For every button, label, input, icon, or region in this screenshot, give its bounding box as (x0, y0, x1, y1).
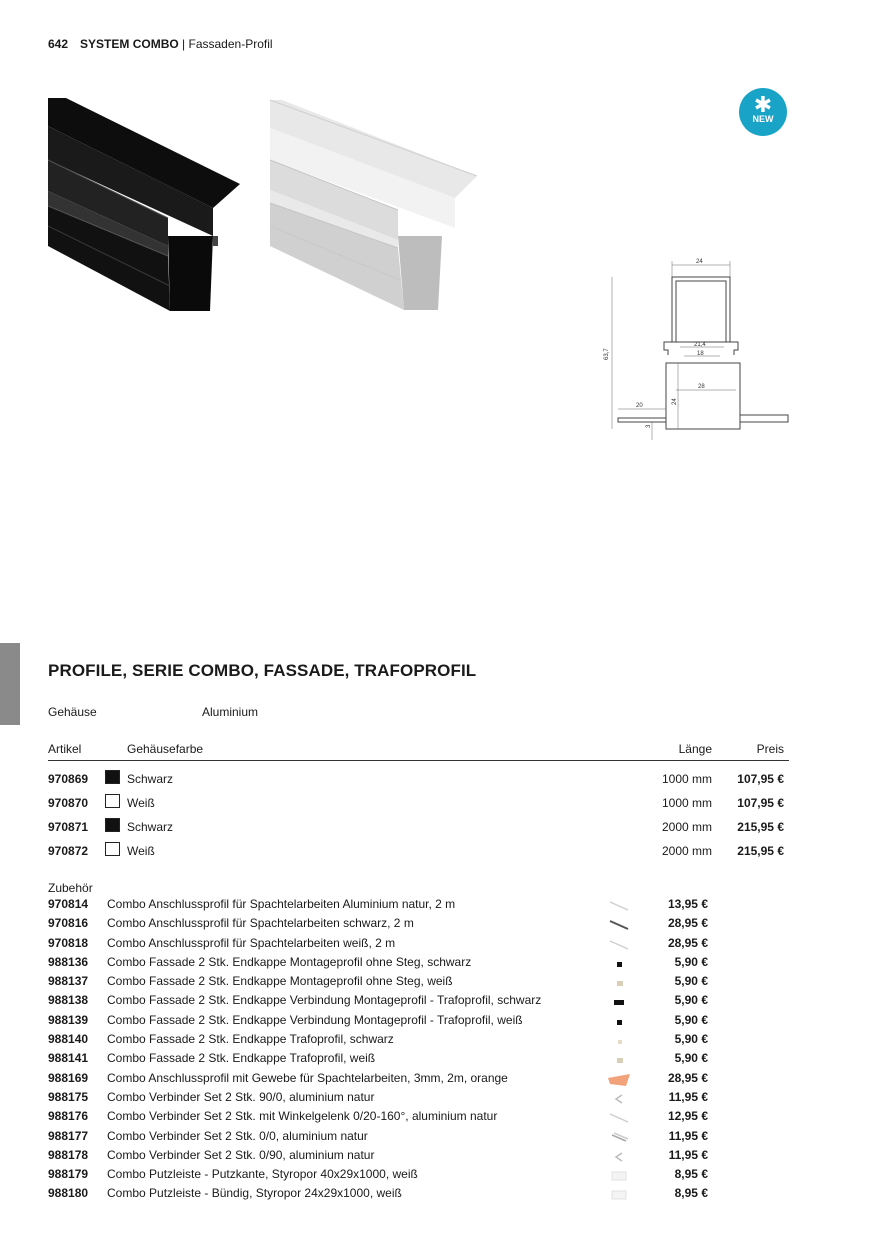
accessory-article-number: 988180 (48, 1186, 89, 1201)
accessory-row (48, 954, 718, 973)
article-number: 970872 (48, 844, 89, 858)
accessory-thumbnail (608, 977, 632, 989)
accessory-description: Combo Anschlussprofil mit Gewebe für Spachtelarbeiten, 3mm, 2m, orange (107, 1070, 508, 1085)
accessories-label: Zubehör (48, 881, 93, 895)
table-row (48, 814, 789, 838)
accessory-price: 5,90 € (674, 954, 708, 969)
accessory-thumbnail (608, 939, 632, 951)
header-subtitle: Fassaden-Profil (188, 37, 273, 51)
section-title: PROFILE, SERIE COMBO, FASSADE, TRAFOPROFIL (48, 661, 477, 680)
housing-spec (48, 705, 348, 721)
new-badge (739, 88, 787, 136)
dim-label-mid: 24 (672, 398, 678, 405)
accessory-description: Combo Fassade 2 Stk. Endkappe Montageprofil ohne Steg, schwarz (107, 954, 472, 969)
dim-label-lower: 28 (698, 384, 705, 390)
accessory-thumbnail (608, 996, 632, 1008)
accessory-article-number: 988137 (48, 974, 89, 989)
accessory-price: 8,95 € (674, 1186, 708, 1201)
accessory-thumbnail (608, 900, 632, 912)
accessory-price: 28,95 € (667, 916, 708, 931)
accessory-thumbnail (608, 1054, 632, 1066)
accessory-article-number: 988179 (48, 1167, 89, 1182)
housing-color: Weiß (127, 796, 155, 810)
header-price: Preis (756, 742, 784, 756)
length: 2000 mm (661, 820, 712, 834)
length: 1000 mm (661, 796, 712, 810)
accessory-description: Combo Anschlussprofil für Spachtelarbeiten schwarz, 2 m (107, 916, 414, 931)
accessory-description: Combo Putzleiste - Bündig, Styropor 24x29x1000, weiß (107, 1186, 402, 1201)
accessory-description: Combo Fassade 2 Stk. Endkappe Montageprofil ohne Steg, weiß (107, 974, 453, 989)
header-color: Gehäusefarbe (127, 742, 204, 756)
color-swatch (105, 770, 120, 784)
accessory-row (48, 1128, 718, 1147)
housing-color: Schwarz (127, 820, 174, 834)
accessory-price: 12,95 € (667, 1109, 708, 1124)
accessory-price: 5,90 € (674, 993, 708, 1008)
accessory-article-number: 970816 (48, 916, 89, 931)
profile-white-image (270, 98, 480, 314)
accessory-article-number: 988177 (48, 1128, 89, 1143)
price: 215,95 € (737, 844, 784, 858)
system-name: SYSTEM COMBO (80, 37, 179, 51)
length: 2000 mm (661, 844, 712, 858)
accessory-price: 5,90 € (674, 1032, 708, 1047)
accessory-row (48, 992, 718, 1011)
accessory-description: Combo Verbinder Set 2 Stk. mit Winkelgelenk 0/20-160°, aluminium natur (107, 1109, 498, 1124)
dim-label-top: 24 (696, 259, 703, 265)
accessory-description: Combo Verbinder Set 2 Stk. 90/0, aluminium natur (107, 1089, 375, 1104)
color-swatch (105, 818, 120, 832)
table-row (48, 790, 789, 814)
dim-label-height: 63,7 (604, 348, 610, 360)
accessory-description: Combo Fassade 2 Stk. Endkappe Verbindung Montageprofil - Trafoprofil, schwarz (107, 993, 542, 1008)
table-row (48, 766, 789, 790)
accessory-thumbnail (608, 1132, 632, 1144)
accessory-row (48, 1185, 718, 1204)
length: 1000 mm (661, 772, 712, 786)
header-article: Artikel (48, 742, 82, 756)
accessory-article-number: 988139 (48, 1012, 89, 1027)
accessory-thumbnail (608, 1170, 632, 1182)
accessory-row (48, 1108, 718, 1127)
dim-label-thickness: 3 (646, 424, 652, 428)
accessory-row (48, 935, 718, 954)
technical-drawing (600, 255, 795, 445)
accessory-price: 11,95 € (668, 1147, 708, 1162)
accessory-article-number: 988169 (48, 1070, 89, 1085)
accessory-article-number: 970818 (48, 935, 89, 950)
accessory-price: 5,90 € (674, 974, 708, 989)
header-length: Länge (678, 742, 712, 756)
accessory-article-number: 988136 (48, 954, 89, 969)
accessory-thumbnail (608, 1093, 632, 1105)
page-number: 642 (48, 37, 69, 51)
accessory-price: 13,95 € (667, 897, 708, 911)
accessory-row (48, 1070, 718, 1089)
color-swatch (105, 794, 120, 808)
price: 215,95 € (737, 820, 784, 834)
page-header (48, 37, 273, 51)
accessory-price: 28,95 € (667, 935, 708, 950)
color-swatch (105, 842, 120, 856)
new-badge-label: NEW (752, 114, 774, 124)
accessory-article-number: 970814 (48, 897, 89, 911)
accessory-description: Combo Fassade 2 Stk. Endkappe Verbindung Montageprofil - Trafoprofil, weiß (107, 1012, 523, 1027)
accessory-thumbnail (608, 1189, 632, 1201)
accessory-article-number: 988140 (48, 1032, 89, 1047)
accessory-description: Combo Putzleiste - Putzkante, Styropor 40x29x1000, weiß (107, 1167, 418, 1182)
accessory-price: 8,95 € (674, 1167, 708, 1182)
accessory-article-number: 988175 (48, 1089, 89, 1104)
accessory-price: 5,90 € (674, 1012, 708, 1027)
accessory-thumbnail (608, 1074, 632, 1086)
accessory-row (48, 1012, 718, 1031)
accessory-description: Combo Verbinder Set 2 Stk. 0/90, aluminium natur (107, 1147, 375, 1162)
accessory-article-number: 988176 (48, 1109, 89, 1124)
housing-color: Weiß (127, 844, 155, 858)
accessory-price: 11,95 € (668, 1128, 708, 1143)
star-icon: ✱ (753, 92, 773, 117)
accessory-thumbnail (608, 919, 632, 931)
article-number: 970869 (48, 772, 89, 786)
dim-label-inner-outer: 21,4 (694, 342, 706, 348)
accessory-row (48, 1031, 718, 1050)
accessories-list (48, 896, 718, 1205)
accessory-thumbnail (608, 1016, 632, 1028)
dim-label-flange: 20 (636, 403, 643, 409)
accessory-price: 5,90 € (674, 1051, 708, 1066)
accessory-row (48, 1166, 718, 1185)
accessory-price: 11,95 € (668, 1089, 708, 1104)
accessory-row (48, 1050, 718, 1069)
housing-label: Gehäuse (48, 705, 97, 719)
profile-black-image (48, 96, 240, 316)
accessory-description: Combo Anschlussprofil für Spachtelarbeiten Aluminium natur, 2 m (107, 897, 456, 911)
article-table (48, 740, 789, 862)
accessory-price: 28,95 € (667, 1070, 708, 1085)
chapter-tab-marker (0, 643, 20, 725)
accessory-thumbnail (608, 958, 632, 970)
accessory-row (48, 973, 718, 992)
accessory-row (48, 1089, 718, 1108)
article-number: 970871 (48, 820, 89, 834)
price: 107,95 € (737, 796, 784, 810)
housing-value: Aluminium (202, 705, 259, 719)
accessory-article-number: 988141 (48, 1051, 89, 1066)
dim-label-inner: 18 (697, 351, 704, 357)
accessory-article-number: 988138 (48, 993, 89, 1008)
accessory-row (48, 896, 718, 915)
accessory-thumbnail (608, 1112, 632, 1124)
price: 107,95 € (737, 772, 784, 786)
accessory-description: Combo Anschlussprofil für Spachtelarbeiten weiß, 2 m (107, 935, 396, 950)
accessory-description: Combo Fassade 2 Stk. Endkappe Trafoprofil, schwarz (107, 1032, 394, 1047)
accessory-row (48, 915, 718, 934)
accessory-row (48, 1147, 718, 1166)
table-row (48, 838, 789, 862)
accessory-description: Combo Verbinder Set 2 Stk. 0/0, aluminium natur (107, 1128, 368, 1143)
accessory-thumbnail (608, 1151, 632, 1163)
header-separator: | (178, 37, 189, 51)
article-table-header (48, 740, 789, 761)
article-number: 970870 (48, 796, 89, 810)
housing-color: Schwarz (127, 772, 174, 786)
accessory-article-number: 988178 (48, 1147, 89, 1162)
accessory-description: Combo Fassade 2 Stk. Endkappe Trafoprofil, weiß (107, 1051, 376, 1066)
accessory-thumbnail (608, 1035, 632, 1047)
